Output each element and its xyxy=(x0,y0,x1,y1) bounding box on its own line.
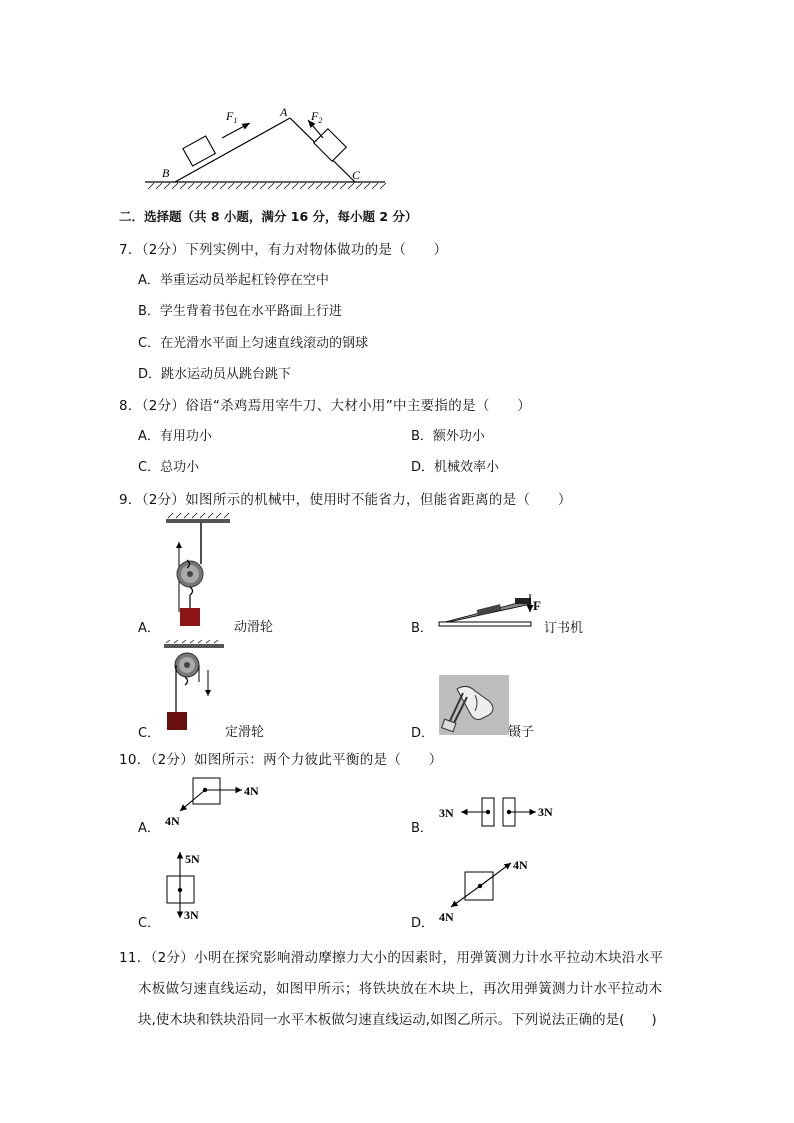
stapler-f-label: F xyxy=(533,598,541,613)
force-c-up: 5N xyxy=(185,852,200,866)
q9-stem: 9．（2分）如图所示的机械中，使用时不能省力，但能省距离的是（ ） xyxy=(119,492,572,508)
force-c-down: 3N xyxy=(184,908,199,922)
q9-caption-d: 镊子 xyxy=(508,725,535,740)
q11-line-1: 11．（2分）小明在探究影响滑动摩擦力大小的因素时，用弹簧测力计水平拉动木块沿水平 xyxy=(119,950,664,966)
svg-text:F2: $F_2$ xyxy=(311,109,323,125)
point-c: C xyxy=(352,168,361,182)
q9-caption-c: 定滑轮 xyxy=(225,725,265,740)
incline-figure xyxy=(140,100,400,195)
force-diagram-d xyxy=(437,855,542,925)
q9-option-a-letter: A． xyxy=(138,621,160,636)
q8-option-c: C．总功小 xyxy=(138,460,200,475)
q9-option-c-letter: C． xyxy=(138,726,161,741)
q8-option-a: A．有用功小 xyxy=(138,429,212,444)
force-b-left: 3N xyxy=(439,806,454,820)
force-d-up: 4N xyxy=(513,858,528,872)
tweezers-figure xyxy=(439,675,509,735)
movable-pulley-figure xyxy=(160,512,235,630)
q11-line-3: 块,使木块和铁块沿同一水平木板做匀速直线运动,如图乙所示。下列说法正确的是( ) xyxy=(138,1012,657,1028)
q8-option-d: D．机械效率小 xyxy=(411,460,500,475)
point-a: A xyxy=(280,105,288,119)
section-heading: 二．选择题（共 8 小题，满分 16 分，每小题 2 分） xyxy=(119,209,418,224)
f2-label: F xyxy=(311,109,319,123)
q10-option-b-letter: B． xyxy=(411,821,433,836)
force-a-left: 4N xyxy=(165,814,180,828)
q7-option-b: B．学生背着书包在水平路面上行进 xyxy=(138,304,342,319)
force-b-right: 3N xyxy=(538,805,553,819)
stapler-figure xyxy=(437,592,547,632)
force-d-down: 4N xyxy=(439,910,454,924)
force-a-right: 4N xyxy=(244,784,259,798)
q10-option-a-letter: A． xyxy=(138,821,160,836)
q8-option-b: B．额外功小 xyxy=(411,429,485,444)
point-b: B xyxy=(162,166,170,180)
q7-option-d: D．跳水运动员从跳台跳下 xyxy=(138,367,292,382)
force-diagram-c xyxy=(160,846,220,926)
q7-option-a: A．举重运动员举起杠铃停在空中 xyxy=(138,273,329,288)
force-diagram-a xyxy=(160,774,270,832)
q8-stem: 8．（2分）俗语“杀鸡焉用宰牛刀、大材小用”中主要指的是（ ） xyxy=(119,398,532,414)
q10-option-c-letter: C． xyxy=(138,916,161,931)
q7-stem: 7．（2分）下列实例中，有力对物体做功的是（ ） xyxy=(119,242,448,258)
svg-text:F1: $F_1$ xyxy=(226,109,238,125)
q7-option-c: C．在光滑水平面上匀速直线滚动的钢球 xyxy=(138,336,369,351)
q10-option-d-letter: D． xyxy=(411,916,435,931)
q9-caption-b: 订书机 xyxy=(544,621,584,636)
q11-line-2: 木板做匀速直线运动，如图甲所示；将铁块放在木块上，再次用弹簧测力计水平拉动木 xyxy=(138,981,663,997)
q9-option-b-letter: B． xyxy=(411,621,433,636)
q10-stem: 10．（2分）如图所示：两个力彼此平衡的是（ ） xyxy=(119,752,443,768)
force-diagram-b xyxy=(437,795,562,830)
q9-option-d-letter: D． xyxy=(411,726,435,741)
f1-label: F xyxy=(226,109,234,123)
fixed-pulley-figure xyxy=(160,640,235,735)
q9-caption-a: 动滑轮 xyxy=(234,620,274,635)
